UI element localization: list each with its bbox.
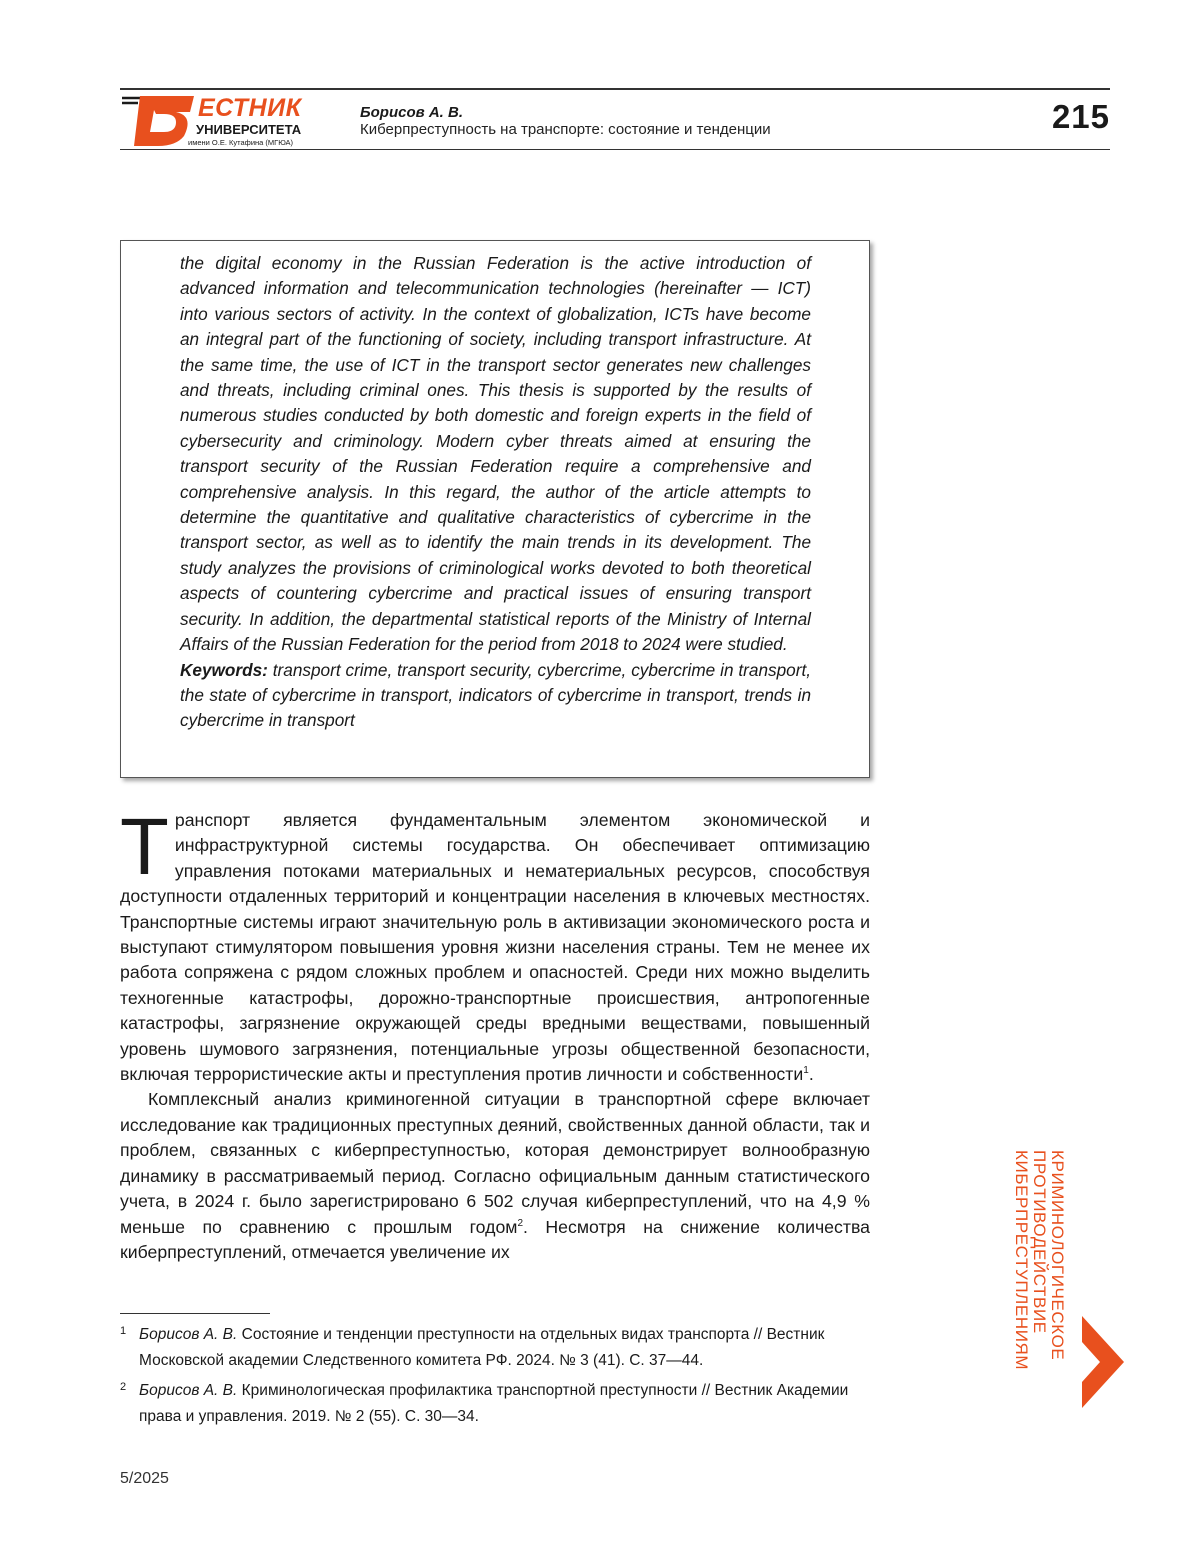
logo-university: УНИВЕРСИТЕТА — [196, 122, 301, 137]
footnote-ref-1[interactable]: 1 — [803, 1065, 809, 1076]
paragraph-1-end: . — [809, 1064, 814, 1084]
footnote-text: Состояние и тенденции преступности на отдельных видах транспорта // Вестник Московской академии Следственного комитета РФ. 2024. № 3 (41). С. 37—44. — [139, 1326, 824, 1369]
paragraph-1-text: ранспорт является фундаментальным элементом экономической и инфраструктурной системы государства. Он обеспечивает оптимизацию управления потоками материальных и нематериальных ресурсов, способствуя доступности отдаленных территорий и концентрации населения в ключевых местностях. Транспортные системы играют значительную роль в активизации экономического роста и выступают стимулятором повышения уровня жизни населения страны. Тем не менее их работа сопряжена с рядом сложных проблем и опасностей. Среди них можно выделить техногенные катастрофы, дорожно-транспортные происшествия, антропогенные катастрофы, загрязнение окружающей среды вредными веществами, повышенный уровень шумового загрязнения, потенциальные угрозы общественной безопасности, включая террористические акты и преступления против личности и собственности — [120, 810, 870, 1084]
paragraph-2-text: Комплексный анализ криминогенной ситуации в транспортной сфере включает исследование как традиционных преступных деяний, свойственных данной области, так и проблем, связанных с киберпреступностью, которая демонстрирует волнообразную динамику в рассматриваемый период. Согласно официальным данным статистического учета, в 2024 г. было зарегистрировано 6 502 случая киберпреступлений, что на 4,9 % меньше по сравнению с прошлым годом — [120, 1089, 870, 1236]
footnote-author: Борисов А. В. — [139, 1382, 237, 1399]
paragraph-1 — [120, 808, 870, 1087]
journal-logo — [120, 92, 320, 148]
section-arrow-icon — [1078, 1312, 1128, 1412]
footnote-2 — [120, 1378, 880, 1430]
footnote-number: 1 — [120, 1318, 126, 1344]
logo-subtitle: имени О.Е. Кутафина (МГЮА) — [188, 138, 293, 147]
paragraph-2-end: . Несмотря на снижение количества киберпреступлений, отмечается увеличение их — [120, 1217, 870, 1262]
header-author: Борисов А. В. — [360, 104, 463, 121]
logo-word: ЕСТНИК — [198, 94, 301, 123]
footnote-text: Криминологическая профилактика транспортной преступности // Вестник Академии права и управления. 2019. № 2 (55). С. 30—34. — [139, 1382, 848, 1425]
side-label-line-2: ПРОТИВОДЕЙСТВИЕ — [1031, 1150, 1048, 1334]
drop-cap: Т — [120, 814, 169, 876]
paragraph-2 — [120, 1087, 870, 1265]
side-label-line-1: КРИМИНОЛОГИЧЕСКОЕ — [1049, 1150, 1066, 1360]
footnote-separator — [120, 1313, 270, 1314]
footnotes — [120, 1322, 880, 1434]
side-label-line-3: КИБЕРПРЕСТУПЛЕНИЯМ — [1013, 1150, 1030, 1370]
issue-number: 5/2025 — [120, 1470, 169, 1488]
footnote-author: Борисов А. В. — [139, 1326, 237, 1343]
footnote-ref-2[interactable]: 2 — [517, 1218, 523, 1229]
page-header — [120, 88, 1110, 150]
article-body — [120, 808, 870, 1265]
keywords-text: transport crime, transport security, cybercrime, cybercrime in transport, the state of cybercrime in transport, indicators of cybercrime in transport, trends in cybercrime in transport — [180, 660, 811, 731]
keywords-label: Keywords: — [180, 660, 268, 680]
header-rule-bottom — [120, 149, 1110, 150]
header-article-title: Киберпреступность на транспорте: состояние и тенденции — [360, 121, 771, 138]
footnote-number: 2 — [120, 1374, 126, 1400]
header-rule-top — [120, 88, 1110, 90]
section-side-label — [1013, 1150, 1067, 1416]
abstract-body: the digital economy in the Russian Federation is the active introduction of advanced information and telecommunication technologies (hereinafter — ICT) into various sectors of activity. In the context of globalization, ICTs have become an integral part of the functioning of society, including transport infrastructure. At the same time, the use of ICT in the transport sector generates new challenges and threats, including criminal ones. This thesis is supported by the results of numerous studies conducted by both domestic and foreign experts in the field of cybersecurity and criminology. Modern cyber threats aimed at ensuring the transport security of the Russian Federation require a comprehensive and comprehensive analysis. In this regard, the author of the article attempts to determine the quantitative and qualitative characteristics of cybercrime in the transport sector, as well as to identify the main trends in its development. The study analyzes the provisions of criminological works devoted to both theoretical aspects of countering cybercrime and practical issues of ensuring transport security. In addition, the departmental statistical reports of the Ministry of Internal Affairs of the Russian Federation for the period from 2018 to 2024 were studied. — [180, 253, 811, 654]
page-number: 215 — [1052, 98, 1110, 136]
abstract-text — [180, 251, 811, 734]
footnote-1 — [120, 1322, 880, 1374]
abstract-box — [120, 240, 870, 778]
